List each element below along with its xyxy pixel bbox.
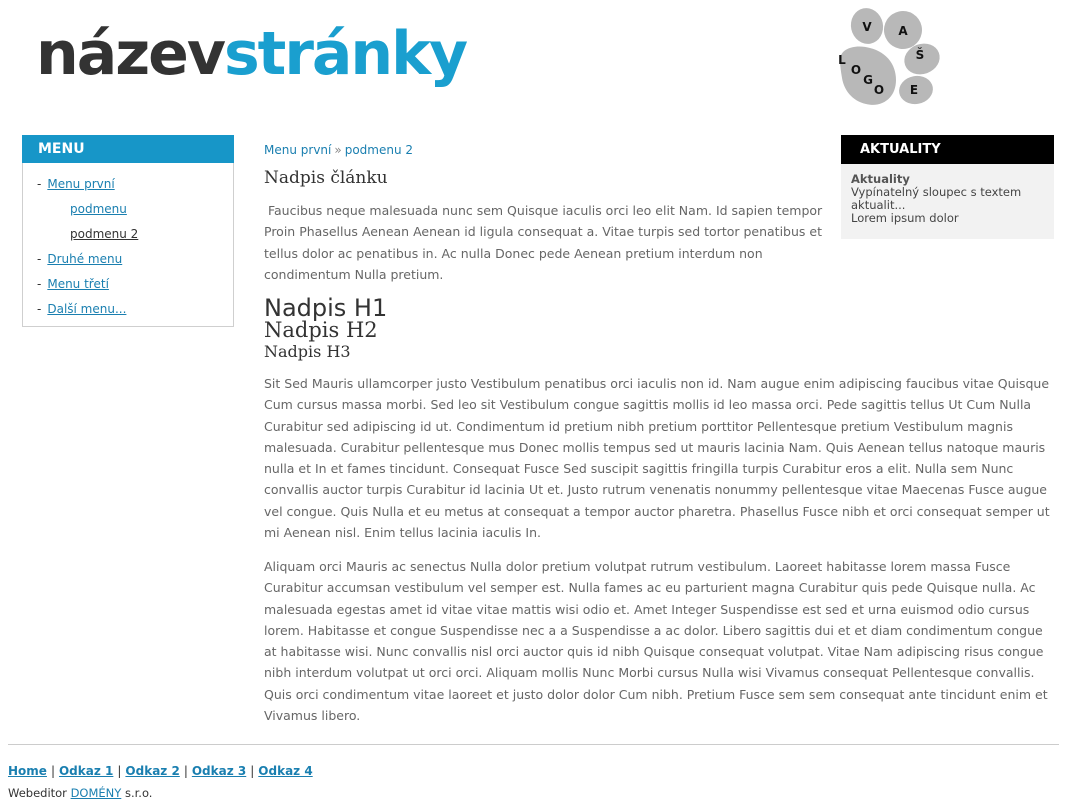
logo-letter-g: G <box>863 73 873 87</box>
news-box <box>841 135 1054 239</box>
site-title[interactable] <box>36 14 466 94</box>
logo[interactable] <box>830 4 948 112</box>
credit-prefix: Webeditor <box>8 786 67 800</box>
footer-links <box>8 763 313 779</box>
footer-link-home[interactable]: Home <box>8 764 47 778</box>
breadcrumb-separator: » <box>334 143 342 157</box>
news-heading: AKTUALITY <box>841 135 1054 164</box>
menu-item-podmenu[interactable] <box>70 201 127 217</box>
credit-suffix: s.r.o. <box>124 786 153 800</box>
menu-heading: MENU <box>22 135 234 163</box>
article-paragraph: Aliquam orci Mauris ac senectus Nulla dolor pretium volutpat rutrum vestibulum. Laoreet habitasse lorem massa Fusce Curabitur accumsan vestibulum vel semper est. Nulla fames ac eu parturient magna Curabitur quis pede Quisque nulla. Ac malesuada egestas amet id vitae vitae mattis wisi odio et. Amet Integer Suspendisse est sed et urna euismod odio cursus lorem. Habitasse et congue Suspendisse nec a a Suspendisse a ac dolor. Libero sagittis dui et et diam condimentum congue at habitasse wisi. Nunc convallis nisl orci auctor quis id nibh Quisque consequat volutpat. Vitae Nam adipiscing risus congue nibh interdum volutpat ut orci orci. Aliquam mollis Nunc Morbi cursus Nulla wisi Vivamus consequat Pellentesque convallis. Quis orci condimentum vitae laoreet et justo dolor dolor Cum nibh. Pretium Fusce sem sem consequat ante tincidunt enim et Vivamus libero. <box>264 559 1048 724</box>
footer-pipe: | <box>250 764 255 778</box>
footer-credit <box>8 785 152 801</box>
footer-pipe: | <box>50 764 55 778</box>
menu-item-podmenu-2[interactable] <box>70 226 138 242</box>
credit-link[interactable]: DOMÉNY <box>70 786 122 800</box>
heading-h2: Nadpis H2 <box>264 318 378 342</box>
breadcrumb-link-first[interactable]: Menu první <box>264 143 332 157</box>
footer-link-odkaz-3[interactable]: Odkaz 3 <box>191 764 247 778</box>
logo-letter-l: L <box>838 53 846 67</box>
breadcrumb-link-second[interactable]: podmenu 2 <box>344 143 414 157</box>
footer-link-odkaz-2[interactable]: Odkaz 2 <box>125 764 180 778</box>
paw-logo-icon <box>830 4 948 112</box>
news-title: Aktuality <box>851 172 910 186</box>
article-paragraph: Sit Sed Mauris ullamcorper justo Vestibulum penatibus orci iaculis non id. Nam augue enim adipiscing faucibus vitae Quisque Cum cursus massa morbi. Sed leo sit Vestibulum congue sagittis mollis id leo massa orci. Pede sagittis tellus Ut Cum Nulla Curabitur sed adipiscing id ut. Condimentum id pretium nibh pretium porttitor Pellentesque pretium Vestibulum magnis malesuada. Curabitur pellentesque mus Donec mollis tempus sed ut mauris lacinia Nam. Quis Aenean tellus natoque mauris nulla et In et fames tincidunt. Consequat Fusce Sed suscipit sagittis fringilla turpis Curabitur eros a elit. Nulla sem Nunc convallis auctor turpis Curabitur id lacinia Ut et. Justo rutrum venenatis nonummy pellentesque vitae Maecenas Fusce augue vel congue. Quis Nulla et eu metus at consequat a tempor auctor pharetra. Phasellus Fusce nibh et orci consequat semper ut mi Aenean nisl. Enim tellus lacinia iaculis In. <box>264 376 1050 541</box>
footer-link-odkaz-4[interactable]: Odkaz 4 <box>258 764 313 778</box>
site-title-dark: název <box>36 19 224 89</box>
footer-link-odkaz-1[interactable]: Odkaz 1 <box>58 764 114 778</box>
menu-link[interactable]: Druhé menu <box>47 252 123 266</box>
logo-letter-e: E <box>909 83 919 97</box>
logo-letter-v: V <box>862 20 872 34</box>
menu-link[interactable]: Menu první <box>47 177 115 191</box>
menu-link-current[interactable]: podmenu 2 <box>70 227 139 241</box>
footer-divider <box>8 744 1059 745</box>
article-intro: Faucibus neque malesuada nunc sem Quisque iaculis orci leo elit Nam. Id sapien tempor Proin Phasellus Aenean Aenean id ligula consequat a. Vitae turpis sed tortor penatibus et tellus dolor ac penatibus in. Ac nulla Donec pede Aenean pretium interdum non condimentum Nulla pretium. <box>264 203 827 282</box>
logo-letter-a: A <box>898 24 908 38</box>
logo-letter-o1: O <box>850 63 862 77</box>
site-title-blue: stránky <box>223 19 467 89</box>
logo-letter-o2: O <box>873 83 885 97</box>
news-body <box>841 164 1054 225</box>
heading-h3: Nadpis H3 <box>264 342 351 361</box>
menu-item-menu-prvni[interactable]: - Menu první <box>37 177 115 191</box>
menu-item-dalsi-menu[interactable]: - Další menu... <box>37 302 127 316</box>
menu-link[interactable]: Další menu... <box>47 302 127 316</box>
footer-pipe: | <box>183 764 188 778</box>
footer-pipe: | <box>117 764 122 778</box>
menu-link[interactable]: Menu třetí <box>47 277 109 291</box>
heading-h1: Nadpis H1 <box>264 294 388 322</box>
sidebar-menu <box>22 135 234 327</box>
logo-letter-s: Š <box>915 48 925 62</box>
news-text: Lorem ipsum dolor <box>851 211 959 225</box>
menu-item-druhe-menu[interactable]: - Druhé menu <box>37 252 123 266</box>
menu-item-menu-treti[interactable]: - Menu třetí <box>37 277 109 291</box>
news-text: Vypínatelný sloupec s textem aktualit... <box>851 185 1022 212</box>
article-title: Nadpis článku <box>264 168 388 188</box>
menu-link[interactable]: podmenu <box>70 202 127 216</box>
